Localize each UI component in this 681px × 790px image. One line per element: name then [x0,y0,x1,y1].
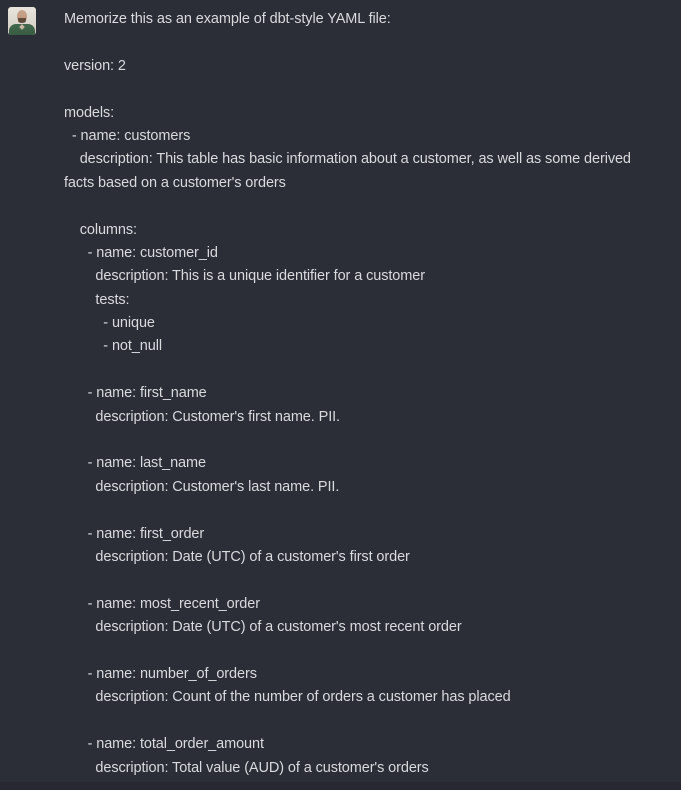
message-line: tests: [64,291,130,308]
message-line: description: This is a unique identifier for a customer [64,268,425,285]
message-line: models: [64,104,115,121]
message-line [64,195,673,218]
message-line [64,359,673,382]
message-line: - name: customer_id [64,244,218,261]
message-line [64,640,673,663]
avatar-beard [18,18,26,23]
user-avatar [8,7,36,35]
message-line [64,78,673,101]
message-line: - name: most_recent_order [64,595,260,612]
message-line: description: Customer's last name. PII. [64,478,340,495]
message-line: description: Customer's first name. PII. [64,408,340,425]
message-line [64,710,673,733]
message-line: description: Total value (AUD) of a customer's orders [64,759,429,776]
message-line: - name: first_name [64,385,207,402]
message-line [64,429,673,452]
message-text [64,8,673,780]
message-line: description: Count of the number of orders a customer has placed [64,689,511,706]
message-line: Memorize this as an example of dbt-style YAML file: [64,11,391,27]
message-line: columns: [64,221,137,238]
message-line: version: 2 [64,57,126,74]
message-line: - name: total_order_amount [64,736,264,753]
message-line [64,499,673,522]
message-line [64,31,673,54]
message-line: description: This table has basic information about a customer, as well as some derived [64,151,631,168]
message-line: - name: customers [64,127,191,144]
message-line: facts based on a customer's orders [64,174,286,191]
message-line: - name: last_name [64,455,206,472]
message-line: - name: first_order [64,525,205,542]
message-lines [64,8,673,780]
message-line: description: Date (UTC) of a customer's most recent order [64,619,462,636]
next-row-divider [0,782,681,790]
message-line: description: Date (UTC) of a customer's first order [64,548,410,565]
message-line: - not_null [64,338,162,355]
message-line: - unique [64,315,155,332]
message-line: - name: number_of_orders [64,665,257,682]
message-line [64,569,673,592]
